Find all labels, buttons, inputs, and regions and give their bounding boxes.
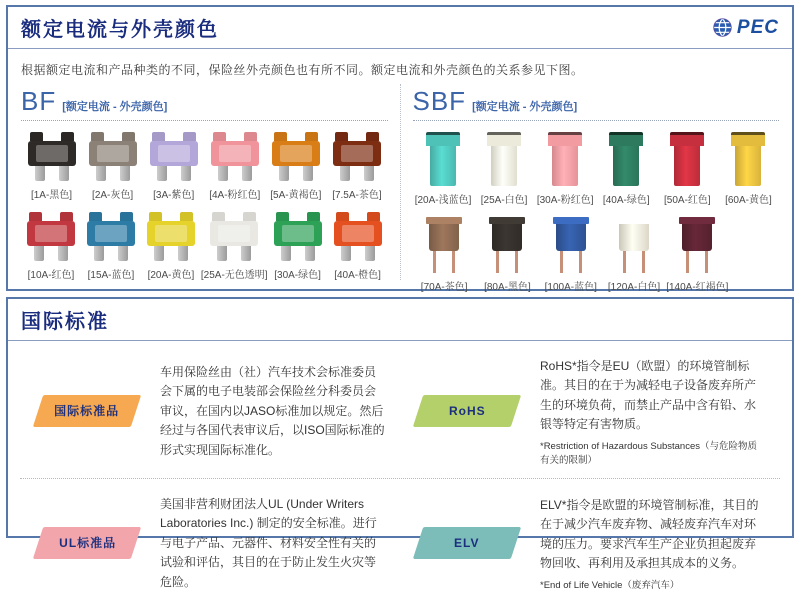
fuse-label: [2A-灰色] bbox=[92, 190, 134, 201]
fuse-window bbox=[97, 145, 129, 162]
fuse-pin bbox=[515, 251, 518, 273]
fuse-pins bbox=[623, 251, 645, 273]
fuse-legs bbox=[281, 246, 315, 261]
fuse-tab bbox=[274, 132, 287, 141]
fuse-leg bbox=[365, 246, 375, 261]
fuse-tab bbox=[276, 212, 289, 221]
fuse-panel bbox=[401, 84, 780, 293]
rated-current-section bbox=[6, 5, 794, 291]
panel-subtitle: [额定电流 - 外壳颜色] bbox=[472, 101, 578, 113]
fuse-pin bbox=[623, 251, 626, 273]
fuse-leg bbox=[218, 166, 228, 181]
fuse-item bbox=[143, 132, 204, 201]
fuse-window bbox=[280, 145, 312, 162]
fuse-pin bbox=[496, 251, 499, 273]
fuse-window bbox=[35, 225, 67, 242]
standard-text: 车用保险丝由（社）汽车技术会标准委员会下属的电子电装部会保险丝分科委员会审议，在国内以JASO标准加以规定。然后经过与各国代表审议后，以ISO国际标准的形式实现国际标准化。 bbox=[160, 364, 385, 457]
fuse-leg bbox=[120, 166, 130, 181]
blade-fuse-graphic bbox=[89, 132, 137, 181]
panel-divider bbox=[413, 120, 780, 121]
fuse-leg bbox=[341, 246, 351, 261]
panel-name: BF bbox=[21, 86, 57, 116]
standards-title: 国际标准 bbox=[21, 311, 109, 333]
fuse-label: [60A-黄色] bbox=[725, 195, 772, 206]
pin-fuse-graphic bbox=[679, 217, 715, 273]
standard-item bbox=[400, 479, 780, 604]
fuse-window bbox=[341, 145, 373, 162]
blade-fuse-graphic bbox=[210, 212, 258, 261]
standard-text-block bbox=[160, 495, 386, 592]
fuse-cap bbox=[426, 217, 462, 224]
fuse-cap bbox=[553, 217, 589, 224]
fuse-leg bbox=[58, 246, 68, 261]
fuse-panel bbox=[21, 84, 401, 280]
fuse-label: [40A-橙色] bbox=[334, 270, 381, 281]
fuse-item bbox=[268, 212, 328, 281]
section1-content bbox=[8, 49, 792, 293]
fuse-pin bbox=[579, 251, 582, 273]
fuse-leg bbox=[364, 166, 374, 181]
fuse-head bbox=[548, 132, 582, 146]
fuse-pins bbox=[496, 251, 518, 273]
fuse-tab bbox=[122, 132, 135, 141]
fuse-window bbox=[158, 145, 190, 162]
fuse-tab bbox=[243, 212, 256, 221]
fuse-leg bbox=[157, 166, 167, 181]
fuse-leg bbox=[118, 246, 128, 261]
standard-text: ELV*指令是欧盟的环境管制标准，其目的在于减少汽车废弃物、减轻废弃汽车对环境的压力。要求汽车生产企业负担起废弃物回收、再利用及承担其成本的义务。 bbox=[540, 497, 759, 571]
fuse-window bbox=[282, 225, 314, 242]
fuse-body bbox=[613, 146, 639, 186]
pin-fuse-graphic bbox=[426, 217, 462, 273]
fuse-label: [50A-红色] bbox=[664, 195, 711, 206]
fuse-pin bbox=[705, 251, 708, 273]
fuse-tab bbox=[305, 132, 318, 141]
page-title: 额定电流与外壳颜色 bbox=[21, 19, 219, 41]
panel-subtitle: [额定电流 - 外壳颜色] bbox=[62, 101, 168, 113]
blade-fuse-graphic bbox=[272, 132, 320, 181]
standards-row-2 bbox=[20, 479, 780, 604]
fuse-pin bbox=[642, 251, 645, 273]
fuse-tab bbox=[212, 212, 225, 221]
fuse-label: [3A-紫色] bbox=[153, 190, 195, 201]
fuse-item bbox=[666, 217, 729, 293]
fuse-label: [20A-黄色] bbox=[147, 270, 195, 281]
blade-fuse-graphic bbox=[27, 212, 75, 261]
standards-section bbox=[6, 297, 794, 591]
fuse-panel-header bbox=[21, 86, 388, 117]
standard-badge-wrap bbox=[408, 395, 526, 427]
fuse-tab bbox=[367, 212, 380, 221]
standard-text-block bbox=[540, 357, 766, 466]
fuse-pins bbox=[433, 251, 455, 273]
fuse-item bbox=[81, 212, 141, 281]
fuse-tab bbox=[91, 132, 104, 141]
fuse-tab bbox=[336, 212, 349, 221]
standard-item bbox=[400, 341, 780, 478]
fuse-head bbox=[487, 132, 521, 146]
fuse-leg bbox=[303, 166, 313, 181]
fuse-row bbox=[21, 132, 388, 201]
fuse-body bbox=[272, 141, 320, 166]
fuse-tab bbox=[120, 212, 133, 221]
fuse-legs bbox=[96, 166, 130, 181]
fuse-label: [70A-茶色] bbox=[420, 282, 468, 293]
fuse-head bbox=[426, 132, 460, 146]
fuse-row bbox=[21, 212, 388, 281]
fuse-tab bbox=[61, 132, 74, 141]
standard-badge-label: 国际标准品 bbox=[54, 404, 120, 419]
standard-text-block bbox=[540, 496, 766, 591]
fuse-label: [40A-绿色] bbox=[602, 195, 650, 206]
fuse-leg bbox=[241, 246, 251, 261]
fuse-panels bbox=[21, 84, 779, 293]
fuse-tabs bbox=[29, 212, 73, 221]
fuse-legs bbox=[157, 166, 191, 181]
fuse-legs bbox=[218, 166, 252, 181]
fuse-legs bbox=[35, 166, 69, 181]
cartridge-fuse-graphic bbox=[731, 132, 765, 186]
fuse-tabs bbox=[335, 132, 379, 141]
fuse-leg bbox=[242, 166, 252, 181]
fuse-label: [15A-蓝色] bbox=[87, 270, 135, 281]
fuse-legs bbox=[94, 246, 128, 261]
fuse-label: [30A-绿色] bbox=[274, 270, 321, 281]
fuse-item bbox=[413, 132, 474, 206]
fuse-item bbox=[596, 132, 657, 206]
fuse-panel-header bbox=[413, 86, 780, 117]
fuse-pin bbox=[433, 251, 436, 273]
fuse-rows bbox=[413, 132, 780, 293]
fuse-leg bbox=[96, 166, 106, 181]
fuse-leg bbox=[94, 246, 104, 261]
fuse-body bbox=[682, 224, 712, 251]
fuse-leg bbox=[305, 246, 315, 261]
fuse-legs bbox=[154, 246, 188, 261]
fuse-tabs bbox=[89, 212, 133, 221]
fuse-tabs bbox=[276, 212, 320, 221]
fuse-body bbox=[147, 221, 195, 246]
fuse-tab bbox=[29, 212, 42, 221]
fuse-body bbox=[674, 146, 700, 186]
fuse-label: [25A-无色透明] bbox=[200, 270, 268, 281]
fuse-item bbox=[718, 132, 779, 206]
fuse-body bbox=[556, 224, 586, 251]
fuse-cap bbox=[679, 217, 715, 224]
fuse-legs bbox=[340, 166, 374, 181]
fuse-body bbox=[430, 146, 456, 186]
fuse-label: [7.5A-茶色] bbox=[332, 190, 382, 201]
blade-fuse-graphic bbox=[87, 212, 135, 261]
fuse-tab bbox=[213, 132, 226, 141]
fuse-leg bbox=[281, 246, 291, 261]
fuse-body bbox=[492, 224, 522, 251]
blade-fuse-graphic bbox=[147, 212, 195, 261]
cartridge-fuse-graphic bbox=[426, 132, 460, 186]
standard-item bbox=[20, 479, 400, 604]
fuse-window bbox=[342, 225, 374, 242]
fuse-tabs bbox=[212, 212, 256, 221]
fuse-tabs bbox=[336, 212, 380, 221]
fuse-pins bbox=[560, 251, 582, 273]
fuse-label: [140A-红褐色] bbox=[666, 282, 729, 293]
section1-titlebar bbox=[8, 7, 792, 49]
fuse-label: [120A-白色] bbox=[607, 282, 661, 293]
panel-name: SBF bbox=[412, 86, 467, 116]
standard-item bbox=[20, 341, 400, 478]
section2-titlebar bbox=[8, 299, 792, 341]
fuse-label: [4A-粉红色] bbox=[209, 190, 261, 201]
fuse-head bbox=[731, 132, 765, 146]
fuse-item bbox=[82, 132, 143, 201]
cartridge-fuse-graphic bbox=[670, 132, 704, 186]
standard-badge bbox=[33, 395, 141, 427]
blade-fuse-graphic bbox=[274, 212, 322, 261]
standard-badge bbox=[413, 395, 521, 427]
fuse-item bbox=[201, 212, 268, 281]
standard-badge bbox=[413, 527, 521, 559]
fuse-leg bbox=[59, 166, 69, 181]
fuse-label: [80A-黑色] bbox=[484, 282, 531, 293]
fuse-window bbox=[36, 145, 68, 162]
standard-text: 美国非营利财团法人UL (Under Writers Laboratories Inc.) 制定的安全标准。进行与电子产品、元器件、材料安全性有关的试验和评估，其目的在于防止发生火灾等危险。 bbox=[160, 496, 377, 589]
pin-fuse-graphic bbox=[553, 217, 589, 273]
fuse-tab bbox=[366, 132, 379, 141]
fuse-window bbox=[219, 145, 251, 162]
standard-badge-wrap bbox=[28, 527, 146, 559]
fuse-leg bbox=[154, 246, 164, 261]
fuse-tab bbox=[149, 212, 162, 221]
standard-footnote: *Restriction of Hazardous Substances（与危险物质有关的限制） bbox=[540, 440, 757, 466]
fuse-body bbox=[552, 146, 578, 186]
fuse-legs bbox=[217, 246, 251, 261]
fuse-item bbox=[413, 217, 476, 293]
fuse-leg bbox=[340, 166, 350, 181]
fuse-pins bbox=[686, 251, 708, 273]
standards-row-1 bbox=[20, 341, 780, 479]
fuse-body bbox=[89, 141, 137, 166]
fuse-leg bbox=[217, 246, 227, 261]
intro-text: 根据额定电流和产品种类的不同，保险丝外壳颜色也有所不同。额定电流和外壳颜色的关系参见下图。 bbox=[21, 63, 584, 77]
standard-text: RoHS*指令是EU（欧盟）的环境管制标准。其目的在于为减轻电子设备废弃所产生的环境负荷，而禁止产品中含有铅、水银等特定有害物质。 bbox=[540, 359, 757, 432]
fuse-item bbox=[326, 132, 387, 201]
blade-fuse-graphic bbox=[334, 212, 382, 261]
fuse-body bbox=[211, 141, 259, 166]
blade-fuse-graphic bbox=[28, 132, 76, 181]
logo-text: PEC bbox=[736, 16, 779, 38]
fuse-body bbox=[210, 221, 258, 246]
fuse-label: [10A-红色] bbox=[27, 270, 75, 281]
fuse-item bbox=[141, 212, 201, 281]
fuse-window bbox=[155, 225, 187, 242]
fuse-label: [100A-蓝色] bbox=[544, 282, 597, 293]
fuse-item bbox=[474, 132, 535, 206]
fuse-head bbox=[609, 132, 643, 146]
fuse-legs bbox=[341, 246, 375, 261]
pin-fuse-graphic bbox=[489, 217, 525, 273]
fuse-item bbox=[535, 132, 596, 206]
fuse-label: [1A-黑色] bbox=[30, 190, 73, 201]
cartridge-fuse-graphic bbox=[609, 132, 643, 186]
fuse-row bbox=[413, 132, 780, 206]
fuse-item bbox=[328, 212, 388, 281]
fuse-body bbox=[87, 221, 135, 246]
fuse-leg bbox=[34, 246, 44, 261]
fuse-head bbox=[670, 132, 704, 146]
fuse-body bbox=[735, 146, 761, 186]
fuse-leg bbox=[181, 166, 191, 181]
globe-icon bbox=[712, 17, 733, 38]
fuse-tab bbox=[244, 132, 257, 141]
fuse-item bbox=[657, 132, 718, 206]
fuse-body bbox=[27, 221, 75, 246]
fuse-tabs bbox=[149, 212, 193, 221]
fuse-cap bbox=[489, 217, 525, 224]
fuse-legs bbox=[34, 246, 68, 261]
fuse-tab bbox=[30, 132, 43, 141]
pin-fuse-graphic bbox=[616, 217, 652, 273]
fuse-tab bbox=[60, 212, 73, 221]
fuse-body bbox=[429, 224, 459, 251]
standard-badge-label: ELV bbox=[454, 536, 480, 551]
fuse-tab bbox=[180, 212, 193, 221]
fuse-body bbox=[333, 141, 381, 166]
fuse-body bbox=[491, 146, 517, 186]
standard-badge-wrap bbox=[28, 395, 146, 427]
fuse-item bbox=[21, 212, 81, 281]
fuse-leg bbox=[279, 166, 289, 181]
fuse-body bbox=[274, 221, 322, 246]
fuse-item bbox=[21, 132, 82, 201]
blade-fuse-graphic bbox=[333, 132, 381, 181]
standard-footnote: *End of Life Vehicle（废弃汽车） bbox=[540, 579, 680, 591]
standard-badge-label: RoHS bbox=[448, 404, 486, 419]
standard-text-block bbox=[160, 363, 386, 460]
panel-divider bbox=[21, 120, 388, 121]
fuse-tabs bbox=[91, 132, 135, 141]
fuse-tab bbox=[307, 212, 320, 221]
fuse-rows bbox=[21, 132, 388, 281]
fuse-tabs bbox=[274, 132, 318, 141]
fuse-legs bbox=[279, 166, 313, 181]
fuse-label: [30A-粉红色] bbox=[536, 195, 594, 206]
blade-fuse-graphic bbox=[211, 132, 259, 181]
pec-logo bbox=[712, 17, 779, 39]
fuse-tabs bbox=[152, 132, 196, 141]
fuse-tab bbox=[183, 132, 196, 141]
fuse-label: [20A-浅蓝色] bbox=[414, 195, 472, 206]
fuse-pin bbox=[686, 251, 689, 273]
blade-fuse-graphic bbox=[150, 132, 198, 181]
fuse-item bbox=[265, 132, 326, 201]
fuse-item bbox=[539, 217, 602, 293]
fuse-leg bbox=[35, 166, 45, 181]
cartridge-fuse-graphic bbox=[487, 132, 521, 186]
fuse-tab bbox=[152, 132, 165, 141]
standard-badge-label: UL标准品 bbox=[58, 536, 116, 551]
fuse-leg bbox=[178, 246, 188, 261]
fuse-tabs bbox=[213, 132, 257, 141]
fuse-item bbox=[602, 217, 665, 293]
fuse-pin bbox=[560, 251, 563, 273]
fuse-body bbox=[619, 224, 649, 251]
fuse-window bbox=[218, 225, 250, 242]
fuse-label: [5A-黄褐色] bbox=[270, 190, 322, 201]
fuse-pin bbox=[452, 251, 455, 273]
cartridge-fuse-graphic bbox=[548, 132, 582, 186]
fuse-tab bbox=[335, 132, 348, 141]
fuse-item bbox=[204, 132, 265, 201]
fuse-tab bbox=[89, 212, 102, 221]
fuse-label: [25A-白色] bbox=[480, 195, 528, 206]
standard-badge bbox=[33, 527, 141, 559]
fuse-body bbox=[28, 141, 76, 166]
fuse-tabs bbox=[30, 132, 74, 141]
fuse-cap bbox=[616, 217, 652, 224]
fuse-window bbox=[95, 225, 127, 242]
standard-badge-wrap bbox=[408, 527, 526, 559]
fuse-row bbox=[413, 217, 780, 293]
fuse-body bbox=[150, 141, 198, 166]
fuse-item bbox=[476, 217, 539, 293]
standards-content bbox=[8, 341, 792, 604]
fuse-body bbox=[334, 221, 382, 246]
